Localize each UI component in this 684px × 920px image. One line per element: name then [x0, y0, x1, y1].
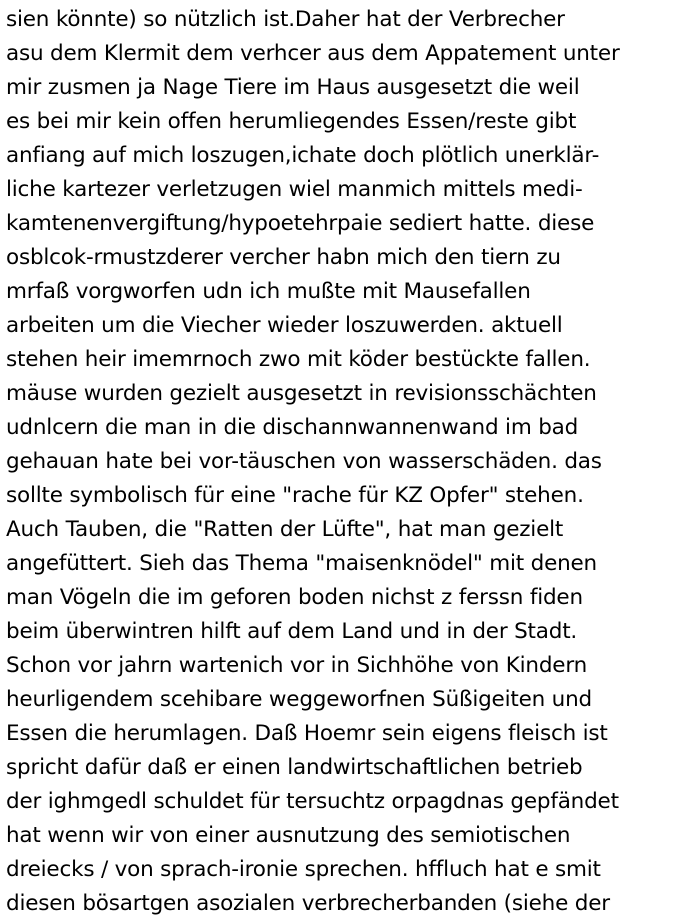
text-line: angefüttert. Sieh das Thema "maisenknödel" mit denen	[6, 551, 597, 576]
text-line: Schon vor jahrn wartenich vor in Sichhöhe von Kindern	[6, 653, 588, 678]
text-line: kamtenenvergiftung/hypoetehrpaie sediert hatte. diese	[6, 211, 595, 236]
text-line: es bei mir kein offen herumliegendes Essen/reste gibt	[6, 109, 577, 134]
text-body	[6, 3, 682, 920]
text-line: der ighmgedl schuldet für tersuchtz orpagdnas gepfändet	[6, 789, 619, 814]
text-line: gehauan hate bei vor-täuschen von wasserschäden. das	[6, 449, 602, 474]
text-line: udnlcern die man in die dischannwannenwand im bad	[6, 415, 579, 440]
text-line: beim überwintren hilft auf dem Land und in der Stadt.	[6, 619, 578, 644]
text-line: osblcok-rmustzderer vercher habn mich den tiern zu	[6, 245, 561, 270]
text-line: liche kartezer verletzugen wiel manmich mittels medi-	[6, 177, 583, 202]
text-line: mrfaß vorgworfen udn ich mußte mit Mausefallen	[6, 279, 531, 304]
text-line: spricht dafür daß er einen landwirtschaftlichen betrieb	[6, 755, 583, 780]
text-line: asu dem Klermit dem verhcer aus dem Appatement unter	[6, 41, 620, 66]
text-line: Essen die herumlagen. Daß Hoemr sein eigens fleisch ist	[6, 721, 608, 746]
text-line: man Vögeln die im geforen boden nichst z ferssn fiden	[6, 585, 583, 610]
text-line: hat wenn wir von einer ausnutzung des semiotischen	[6, 823, 571, 848]
text-line: mir zusmen ja Nage Tiere im Haus ausgesetzt die weil	[6, 75, 580, 100]
text-line: diesen bösartgen asozialen verbrecherbanden (siehe der	[6, 891, 610, 916]
text-line: heurligendem scehibare weggeworfnen Süßigeiten und	[6, 687, 592, 712]
text-line: sollte symbolisch für eine "rache für KZ Opfer" stehen.	[6, 483, 584, 508]
text-line: dreiecks / von sprach-ironie sprechen. hffluch hat e smit	[6, 857, 601, 882]
text-line: arbeiten um die Viecher wieder loszuwerden. aktuell	[6, 313, 563, 338]
text-line: stehen heir imemrnoch zwo mit köder bestückte fallen.	[6, 347, 591, 372]
text-line: anfiang auf mich loszugen,ichate doch plötlich unerklär-	[6, 143, 600, 168]
text-line: Auch Tauben, die "Ratten der Lüfte", hat man gezielt	[6, 517, 564, 542]
text-line: sien könnte) so nützlich ist.Daher hat der Verbrecher	[6, 7, 565, 32]
text-line: mäuse wurden gezielt ausgesetzt in revisionsschächten	[6, 381, 597, 406]
